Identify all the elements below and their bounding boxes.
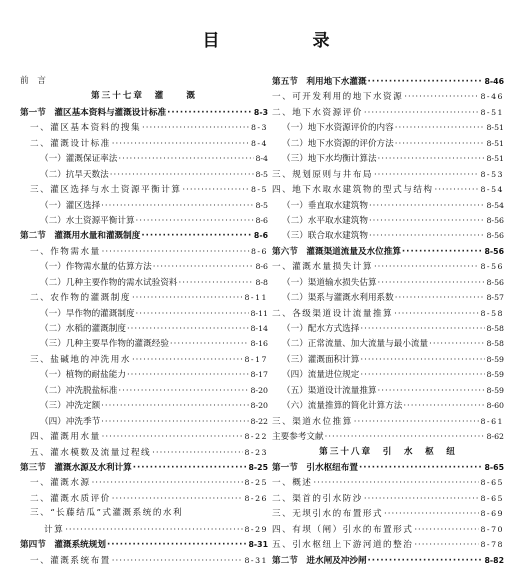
dot-leader xyxy=(107,538,248,553)
dot-leader xyxy=(325,430,486,445)
toc-entry-page: 8-14 xyxy=(250,324,268,333)
toc-entry xyxy=(272,120,504,135)
toc-entry-title: 三、灌区选择与水土资源平衡计算 xyxy=(30,185,182,196)
toc-entry-page: 8-58 xyxy=(486,339,504,349)
toc-entry-page: 8-31 xyxy=(248,540,268,550)
toc-entry-page: 8-31 xyxy=(244,555,268,565)
toc-entry xyxy=(20,213,268,228)
toc-entry-title: （二）几种主要作物的需水试验资料 xyxy=(40,277,178,288)
toc-left-column xyxy=(20,74,268,568)
toc-entry-page: 8-3 xyxy=(250,123,268,133)
toc-entry xyxy=(20,259,268,274)
toc-entry-title: 四、灌溉用水量 xyxy=(30,432,101,443)
dot-leader xyxy=(359,461,484,476)
page-title: 目 录 xyxy=(202,31,368,51)
toc-entry-page: 8-56 xyxy=(486,231,504,241)
toc-right-column xyxy=(272,74,504,568)
toc-entry xyxy=(272,352,504,367)
dot-leader xyxy=(378,384,486,399)
dot-leader xyxy=(153,260,255,275)
toc-entry-page: 8-25 xyxy=(248,462,268,472)
toc-entry-page: 8-25 xyxy=(244,478,268,488)
toc-entry xyxy=(20,167,268,182)
toc-entry-title: （二）正常流量、加大流量与最小流量 xyxy=(282,339,429,350)
toc-entry-page: 8-56 xyxy=(484,246,504,256)
toc-entry-title: （三）地下水均衡计算法 xyxy=(282,154,377,165)
dot-leader xyxy=(136,307,250,322)
toc-entry-title: 一、作物需水量 xyxy=(30,246,101,257)
dot-leader xyxy=(127,368,250,383)
toc-entry-page: 8-59 xyxy=(486,354,504,364)
dot-leader xyxy=(360,353,485,368)
toc-entry xyxy=(272,522,504,537)
dot-leader xyxy=(132,291,244,306)
dot-leader xyxy=(378,152,486,167)
toc-entry-page: 8-6 xyxy=(253,231,268,241)
dot-leader xyxy=(141,229,253,244)
toc-entry-page: 8-65 xyxy=(480,493,504,503)
toc-entry-page: 8-60 xyxy=(486,401,504,411)
toc-entry xyxy=(272,367,504,382)
toc-entry-title: （二）水平取水建筑物 xyxy=(282,215,368,226)
dot-leader xyxy=(369,214,486,229)
toc-entry-page: 8-5 xyxy=(255,200,268,210)
toc-entry-title: （一）植物的耐盐能力 xyxy=(40,370,126,381)
toc-entry-page: 8-6 xyxy=(255,215,268,225)
toc-entry-page: 8-56 xyxy=(486,277,504,287)
toc-entry xyxy=(20,352,268,367)
dot-leader xyxy=(136,214,255,229)
toc-entry-title: 一、概述 xyxy=(272,478,313,489)
dot-leader xyxy=(132,353,244,368)
toc-entry xyxy=(272,553,504,568)
toc-entry xyxy=(20,553,268,568)
toc-entry-page: 8-59 xyxy=(486,370,504,380)
toc-entry-title: （三）灌溉面积计算 xyxy=(282,354,360,365)
dot-leader xyxy=(127,322,250,337)
toc-entry-page: 8-11 xyxy=(244,293,268,303)
toc-entry-page: 8-22 xyxy=(250,416,268,426)
toc-entry-page: 8-61 xyxy=(480,416,504,426)
toc-entry-page: 8-5 xyxy=(250,185,268,195)
toc-entry-title: 一、灌溉水量损失计算 xyxy=(272,262,373,273)
dot-leader xyxy=(360,322,485,337)
dot-leader xyxy=(369,229,486,244)
toc-entry-title: 一、灌溉系统布置 xyxy=(30,555,111,566)
dot-leader xyxy=(182,183,250,198)
dot-leader xyxy=(364,492,480,507)
toc-entry-page: 8-22 xyxy=(244,432,268,442)
toc-entry xyxy=(20,398,268,413)
toc-entry-page: 8-20 xyxy=(250,385,268,395)
dot-leader xyxy=(65,523,243,538)
toc-entry xyxy=(20,383,268,398)
toc-entry xyxy=(272,460,504,475)
toc-entry-title: 第三十七章 灌 溉 xyxy=(91,91,197,102)
toc-entry-title: （二）渠系与灌溉水利用系数 xyxy=(282,293,394,304)
toc-entry-title: （一）垂直取水建筑物 xyxy=(282,200,368,211)
dot-leader xyxy=(378,276,486,291)
toc-entry-title: 二、地下水资源评价 xyxy=(272,107,363,118)
dot-leader xyxy=(167,106,253,121)
toc-entry xyxy=(20,475,268,490)
toc-entry xyxy=(20,182,268,197)
toc-entry-page: 8-78 xyxy=(480,540,504,550)
toc-entry-page: 8-17 xyxy=(250,370,268,380)
toc-entry-title: 二、渠首的引水防沙 xyxy=(272,493,363,504)
toc-entry xyxy=(272,89,504,104)
toc-entry-title: 一、可开发利用的地下水资源 xyxy=(272,92,404,103)
toc-entry-title: 第二节 灌溉用水量和灌溉制度 xyxy=(20,231,141,242)
toc-entry-title: 二、各级渠道设计流量推算 xyxy=(272,308,394,319)
toc-entry-page: 8-8 xyxy=(255,277,268,287)
toc-entry-title: 前 言 xyxy=(20,76,46,86)
toc-entry xyxy=(20,151,268,166)
dot-leader xyxy=(414,523,479,538)
toc-entry-title: 二、灌溉水质评价 xyxy=(30,493,111,504)
toc-entry-page: 8-58 xyxy=(480,308,504,318)
toc-entry-page: 8-5 xyxy=(255,169,268,179)
toc-entry xyxy=(20,445,268,460)
toc-entry-title: （二）地下水资源的评价方法 xyxy=(282,138,394,149)
toc-entry xyxy=(20,89,268,104)
toc-entry-page: 8-51 xyxy=(486,123,504,133)
dot-leader xyxy=(364,106,480,121)
toc-entry-page: 8-54 xyxy=(486,200,504,210)
toc-entry xyxy=(272,182,504,197)
toc-entry-page: 8-56 xyxy=(480,262,504,272)
toc-entry-title: 五、灌水模数及流量过程线 xyxy=(30,447,152,458)
toc-entry-title: 三、无坝引水的布置形式 xyxy=(272,509,384,520)
toc-entry-page: 8-57 xyxy=(486,293,504,303)
toc-entry xyxy=(272,290,504,305)
toc-entry-page: 8-58 xyxy=(486,324,504,333)
toc-entry xyxy=(20,198,268,213)
toc-entry xyxy=(272,74,504,89)
dot-leader xyxy=(152,446,243,461)
toc-entry-page: 8-51 xyxy=(480,107,504,117)
toc-entry-title: 三、盐碱地的冲洗用水 xyxy=(30,354,131,365)
dot-leader xyxy=(110,168,255,183)
toc-entry-title: 第五节 利用地下水灌溉 xyxy=(272,77,367,87)
toc-entry-title: 计算 xyxy=(44,524,65,535)
dot-leader xyxy=(360,368,485,383)
dot-leader xyxy=(179,276,255,291)
toc-entry xyxy=(20,306,268,321)
toc-entry-title: 三、渠道水位推算 xyxy=(272,416,353,427)
toc-entry-page: 8-51 xyxy=(486,138,504,148)
toc-entry-title: （四）流量进位规定 xyxy=(282,370,360,381)
toc-entry-page: 8-53 xyxy=(480,169,504,179)
toc-entry-page: 8-54 xyxy=(480,185,504,195)
toc-entry xyxy=(272,259,504,274)
toc-entry-title: （一）灌区选择 xyxy=(40,200,101,211)
toc-entry-page: 8-29 xyxy=(244,524,268,534)
dot-leader xyxy=(394,307,479,322)
dot-leader xyxy=(101,199,254,214)
dot-leader xyxy=(92,476,244,491)
toc-entry-title: （二）冲洗脱盐标准 xyxy=(40,385,118,396)
toc-entry-page: 8-4 xyxy=(250,138,268,148)
toc-entry xyxy=(272,475,504,490)
dot-leader xyxy=(313,476,479,491)
dot-leader xyxy=(403,399,485,414)
dot-leader xyxy=(354,415,480,430)
toc-entry xyxy=(20,244,268,259)
toc-entry-page: 8-62 xyxy=(486,432,504,442)
toc-entry xyxy=(272,151,504,166)
toc-entry-page: 8-65 xyxy=(484,462,504,472)
dot-leader xyxy=(435,183,480,198)
toc-entry-title: （一）配水方式选择 xyxy=(282,324,360,334)
dot-leader xyxy=(112,137,250,152)
toc-entry xyxy=(20,275,268,290)
dot-leader xyxy=(133,461,248,476)
dot-leader xyxy=(112,492,244,507)
toc-entry xyxy=(272,491,504,506)
toc-entry-title: 四、地下水取水建筑物的型式与结构 xyxy=(272,185,434,196)
dot-leader xyxy=(395,291,486,306)
dot-leader xyxy=(118,384,249,399)
toc-entry xyxy=(272,198,504,213)
toc-entry-title: （一）作物需水量的估算方法 xyxy=(40,262,152,273)
toc-entry-title: （二）水土资源平衡计算 xyxy=(40,215,135,226)
toc-entry xyxy=(272,275,504,290)
toc-entry xyxy=(20,537,268,552)
toc-entry xyxy=(272,383,504,398)
toc-entry-title: （一）灌溉保证率法 xyxy=(40,154,118,165)
toc-entry-title: 主要参考文献 xyxy=(272,432,324,443)
toc-entry-title: 一、灌区基本资料的搜集 xyxy=(30,123,142,134)
toc-entry-title: （三）冲洗定额 xyxy=(40,401,101,412)
toc-entry-title: （一）地下水资源评价的内容 xyxy=(282,123,394,134)
toc-entry-title: 第四节 灌溉系统规划 xyxy=(20,540,106,551)
toc-entry xyxy=(20,120,268,135)
toc-entry xyxy=(272,321,504,336)
dot-leader xyxy=(368,75,484,90)
toc-entry xyxy=(272,105,504,120)
dot-leader xyxy=(142,121,250,136)
toc-entry-page: 8-23 xyxy=(244,447,268,457)
toc-entry xyxy=(20,414,268,429)
dot-leader xyxy=(118,152,254,167)
dot-leader xyxy=(101,415,249,430)
toc-entry xyxy=(272,537,504,552)
toc-entry xyxy=(20,506,268,521)
toc-entry-title: 第六节 灌溉渠道流量及水位推算 xyxy=(272,246,401,257)
toc-entry-title: 二、灌溉设计标准 xyxy=(30,138,111,149)
toc-entry xyxy=(20,522,268,537)
dot-leader xyxy=(414,538,479,553)
dot-leader xyxy=(374,260,480,275)
toc-entry-page: 8-70 xyxy=(480,524,504,534)
toc-entry xyxy=(272,445,504,460)
dot-leader xyxy=(369,199,486,214)
toc-entry-page: 8-17 xyxy=(244,354,268,364)
dot-leader xyxy=(102,245,250,260)
dot-leader xyxy=(395,137,486,152)
toc-entry-page: 8-6 xyxy=(250,246,268,256)
toc-entry-title: 四、有坝（闸）引水的布置形式 xyxy=(272,524,414,535)
toc-entry-title: （三）几种主要旱作物的灌溉经验 xyxy=(40,339,169,350)
toc-entry-page: 8-51 xyxy=(486,154,504,164)
dot-leader xyxy=(170,337,250,352)
dot-leader xyxy=(429,337,485,352)
toc-entry-title: （一）渠道输水损失估算 xyxy=(282,277,377,288)
toc-entry xyxy=(272,244,504,259)
toc-entry xyxy=(20,321,268,336)
toc-entry-title: 第一节 引水枢纽布置 xyxy=(272,462,358,473)
toc-entry xyxy=(272,336,504,351)
toc-entry xyxy=(20,460,268,475)
dot-leader xyxy=(101,399,249,414)
toc-entry-page: 8-46 xyxy=(480,92,504,102)
toc-entry xyxy=(272,228,504,243)
toc-entry-title: 第二节 进水闸及冲沙闸 xyxy=(272,555,367,566)
toc-entry-page: 8-26 xyxy=(244,493,268,503)
toc-entry xyxy=(20,105,268,120)
toc-entry-title: 二、农作物的灌溉制度 xyxy=(30,293,131,304)
dot-leader xyxy=(402,245,484,260)
toc-entry-title: 三、“长藤结瓜”式灌溉系统的水利 xyxy=(30,508,184,519)
toc-entry-title: （二）抗旱天数法 xyxy=(40,169,109,180)
toc-entry-page: 8-65 xyxy=(480,478,504,488)
toc-entry-page: 8-3 xyxy=(253,107,268,117)
toc-entry xyxy=(20,228,268,243)
toc-entry-page: 8-56 xyxy=(486,215,504,225)
toc-entry-page: 8-82 xyxy=(484,555,504,565)
dot-leader xyxy=(102,430,244,445)
toc-entry-page: 8-59 xyxy=(486,385,504,395)
toc-entry xyxy=(272,506,504,521)
toc-entry-title: （二）水稻的灌溉制度 xyxy=(40,324,126,334)
toc-entry-page: 8-46 xyxy=(484,77,504,86)
toc-entry-title: 五、引水枢纽上下游河道的整治 xyxy=(272,540,414,551)
toc-entry xyxy=(20,136,268,151)
toc-entry-title: 一、灌溉水源 xyxy=(30,478,91,489)
toc-entry-title: 第一节 灌区基本资料与灌溉设计标准 xyxy=(20,107,167,118)
toc-entry xyxy=(20,429,268,444)
toc-entry-title: （五）渠道设计流量推算 xyxy=(282,385,377,396)
toc-entry-title: （四）冲洗季节 xyxy=(40,416,101,427)
dot-leader xyxy=(384,507,479,522)
toc-entry xyxy=(272,398,504,413)
toc-entry-page: 8-20 xyxy=(250,401,268,411)
toc-entry-title: （三）联合取水建筑物 xyxy=(282,231,368,242)
toc-entry-page: 8-16 xyxy=(250,339,268,349)
toc-entry xyxy=(20,74,268,89)
toc-entry-title: 三、规划原则与井布局 xyxy=(272,169,373,180)
toc-entry xyxy=(272,167,504,182)
dot-leader xyxy=(374,168,480,183)
toc-entry-page: 8-11 xyxy=(250,308,268,318)
toc-entry-page: 8-4 xyxy=(255,154,268,164)
toc-entry xyxy=(272,306,504,321)
toc-entry xyxy=(20,336,268,351)
toc-entry-page: 8-6 xyxy=(255,262,268,272)
toc-entry xyxy=(272,414,504,429)
toc-entry-page: 8-69 xyxy=(480,509,504,519)
toc-entry-title: 第三十八章 引 水 枢 纽 xyxy=(319,446,457,457)
toc-entry xyxy=(272,429,504,444)
toc-entry xyxy=(20,290,268,305)
toc-entry xyxy=(272,136,504,151)
toc-entry-title: （一）旱作物的灌溉制度 xyxy=(40,308,135,319)
toc-entry-title: 第三节 灌溉水源及水利计算 xyxy=(20,462,132,473)
toc-entry-title: （六）流量推算的简化计算方法 xyxy=(282,401,403,412)
toc-entry xyxy=(20,367,268,382)
toc-entry xyxy=(20,491,268,506)
dot-leader xyxy=(395,121,486,136)
toc-entry xyxy=(272,213,504,228)
dot-leader xyxy=(404,90,479,105)
